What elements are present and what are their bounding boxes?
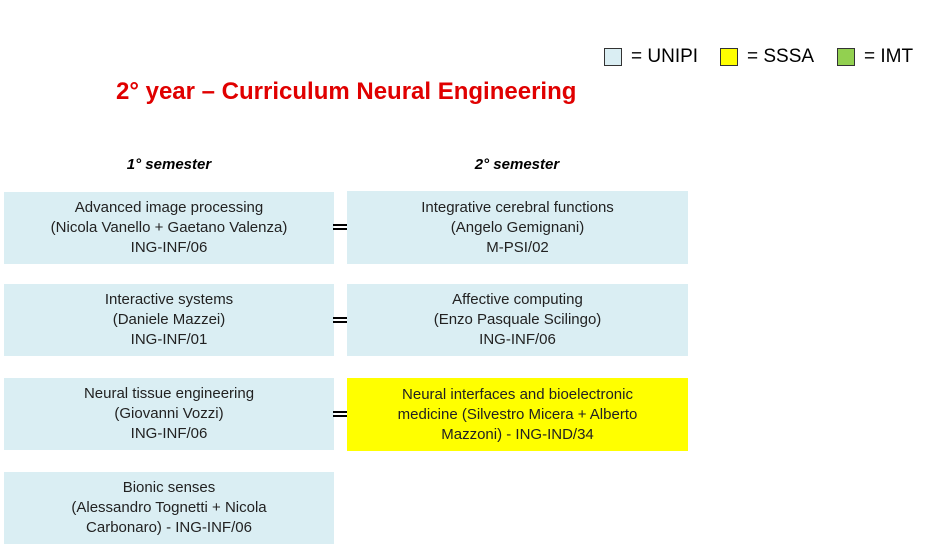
course-affective-computing (347, 284, 688, 356)
course-title: Neural interfaces and bioelectronic (402, 385, 633, 403)
course-teachers: (Angelo Gemignani) (450, 218, 585, 236)
page-title: 2° year – Curriculum Neural Engineering (116, 78, 577, 105)
equivalence-connector (333, 317, 347, 323)
equivalence-connector (333, 224, 347, 230)
course-title: Neural tissue engineering (83, 385, 255, 402)
semester-2-header: 2° semester (474, 156, 560, 173)
course-teachers: medicine (Silvestro Micera + Alberto (397, 405, 638, 423)
course-code: M-PSI/02 (486, 238, 549, 256)
semester-1-header: 1° semester (126, 156, 212, 173)
course-title: Interactive systems (104, 291, 234, 308)
legend-label-sssa: = SSSA (747, 46, 815, 67)
legend-label-imt: = IMT (864, 46, 914, 67)
legend-sssa (720, 46, 814, 68)
course-title: Integrative cerebral functions (421, 198, 614, 216)
course-teachers: (Alessandro Tognetti + Nicola (71, 499, 267, 516)
course-code: Carbonaro) - ING-INF/06 (86, 519, 252, 536)
course-title: Bionic senses (122, 479, 216, 496)
course-bionic-senses (4, 472, 334, 544)
legend-label-unipi: = UNIPI (631, 46, 699, 67)
course-interactive-systems (4, 284, 334, 356)
course-code: ING-INF/01 (130, 331, 208, 348)
course-teachers: (Daniele Mazzei) (112, 311, 226, 328)
course-code: ING-INF/06 (479, 331, 556, 348)
legend-unipi (604, 46, 698, 68)
course-title: Affective computing (452, 291, 583, 308)
legend-swatch-sssa (720, 48, 738, 66)
course-code: Mazzoni) - ING-IND/34 (441, 425, 594, 443)
course-code: ING-INF/06 (130, 239, 208, 256)
course-teachers: (Nicola Vanello + Gaetano Valenza) (50, 219, 288, 236)
equivalence-connector (333, 411, 347, 417)
course-title: Advanced image processing (74, 199, 264, 216)
course-teachers: (Giovanni Vozzi) (114, 405, 224, 422)
legend-swatch-imt (837, 48, 855, 66)
legend-swatch-unipi (604, 48, 622, 66)
legend-imt (837, 46, 913, 68)
course-neural-tissue-engineering (4, 378, 334, 450)
course-neural-interfaces (347, 378, 688, 451)
course-code: ING-INF/06 (130, 425, 208, 442)
course-integrative-cerebral-functions (347, 191, 688, 264)
course-advanced-image-processing (4, 192, 334, 264)
course-teachers: (Enzo Pasquale Scilingo) (433, 311, 602, 328)
